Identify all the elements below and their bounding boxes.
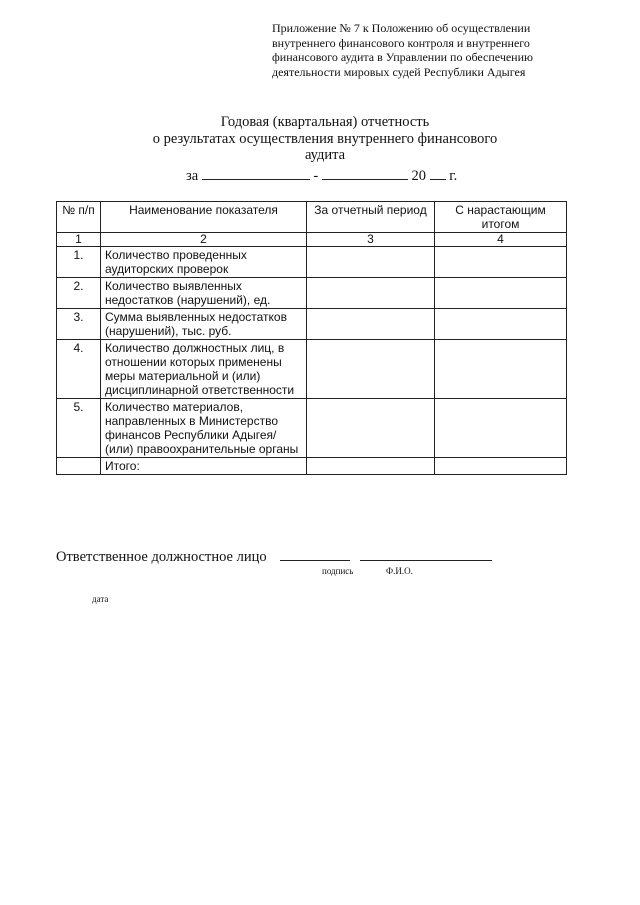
signature-blank	[280, 548, 350, 561]
row-number: 4.	[57, 340, 101, 399]
appendix-line: деятельности мировых судей Республики Адыгея	[272, 64, 526, 79]
column-number-row	[57, 233, 567, 247]
column-number: 3	[307, 233, 435, 247]
name-caption: Ф.И.О.	[386, 566, 413, 576]
date-label: дата	[92, 594, 109, 604]
appendix-line: финансового аудита в Управлении по обеспечению	[272, 50, 533, 64]
period-year-blank	[430, 167, 446, 180]
table-row	[57, 309, 567, 340]
row-name: Количество материалов, направленных в Министерство финансов Республики Адыгея/ (или) правоохранительные органы	[101, 399, 307, 458]
header-period: За отчетный период	[307, 202, 435, 233]
row-number: 1.	[57, 247, 101, 278]
header-num: № п/п	[57, 202, 101, 233]
column-number: 1	[57, 233, 101, 247]
signature-caption: подпись	[322, 566, 354, 576]
total-period-value[interactable]	[307, 458, 435, 475]
table-header-row	[57, 202, 567, 233]
period-prefix: за	[186, 168, 199, 184]
appendix-note	[272, 21, 572, 79]
signature-label: Ответственное должностное лицо	[56, 549, 267, 565]
total-cumulative-value[interactable]	[435, 458, 567, 475]
period-dash: -	[313, 168, 319, 184]
table-row	[57, 278, 567, 309]
row-period-value[interactable]	[307, 340, 435, 399]
report-table	[56, 201, 567, 475]
total-label: Итого:	[101, 458, 307, 475]
row-number: 5.	[57, 399, 101, 458]
row-period-value[interactable]	[307, 247, 435, 278]
row-period-value[interactable]	[307, 309, 435, 340]
row-name: Количество должностных лиц, в отношении которых применены меры материальной и (или) дисциплинарной ответственности	[101, 340, 307, 399]
appendix-line: внутреннего финансового контроля и внутреннего	[272, 35, 530, 50]
column-number: 4	[435, 233, 567, 247]
table-row	[57, 399, 567, 458]
table-row	[57, 247, 567, 278]
row-cumulative-value[interactable]	[435, 278, 567, 309]
row-cumulative-value[interactable]	[435, 309, 567, 340]
row-number: 3.	[57, 309, 101, 340]
table-total-row	[57, 458, 567, 475]
period-year-prefix: 20	[411, 168, 427, 184]
row-period-value[interactable]	[307, 278, 435, 309]
name-blank	[360, 548, 492, 561]
report-title	[130, 114, 520, 164]
row-name: Количество проведенных аудиторских проверок	[101, 247, 307, 278]
row-name: Количество выявленных недостатков (нарушений), ед.	[101, 278, 307, 309]
row-name: Сумма выявленных недостатков (нарушений), тыс. руб.	[101, 309, 307, 340]
title-line-2: о результатах осуществления внутреннего финансового	[152, 130, 498, 147]
header-cumulative: С нарастающим итогом	[435, 202, 567, 233]
title-line-3: аудита	[304, 147, 346, 163]
table-row	[57, 340, 567, 399]
row-period-value[interactable]	[307, 399, 435, 458]
row-cumulative-value[interactable]	[435, 399, 567, 458]
period-start-blank	[202, 167, 310, 180]
total-number-cell	[57, 458, 101, 475]
row-cumulative-value[interactable]	[435, 247, 567, 278]
row-number: 2.	[57, 278, 101, 309]
period-end-blank	[322, 167, 408, 180]
row-cumulative-value[interactable]	[435, 340, 567, 399]
period-suffix: г.	[449, 168, 458, 184]
signature-line	[56, 548, 492, 566]
header-name: Наименование показателя	[101, 202, 307, 233]
period-line	[186, 167, 457, 185]
title-line-1: Годовая (квартальная) отчетность	[220, 114, 430, 130]
appendix-line: Приложение № 7 к Положению об осуществлении	[272, 21, 531, 35]
column-number: 2	[101, 233, 307, 247]
